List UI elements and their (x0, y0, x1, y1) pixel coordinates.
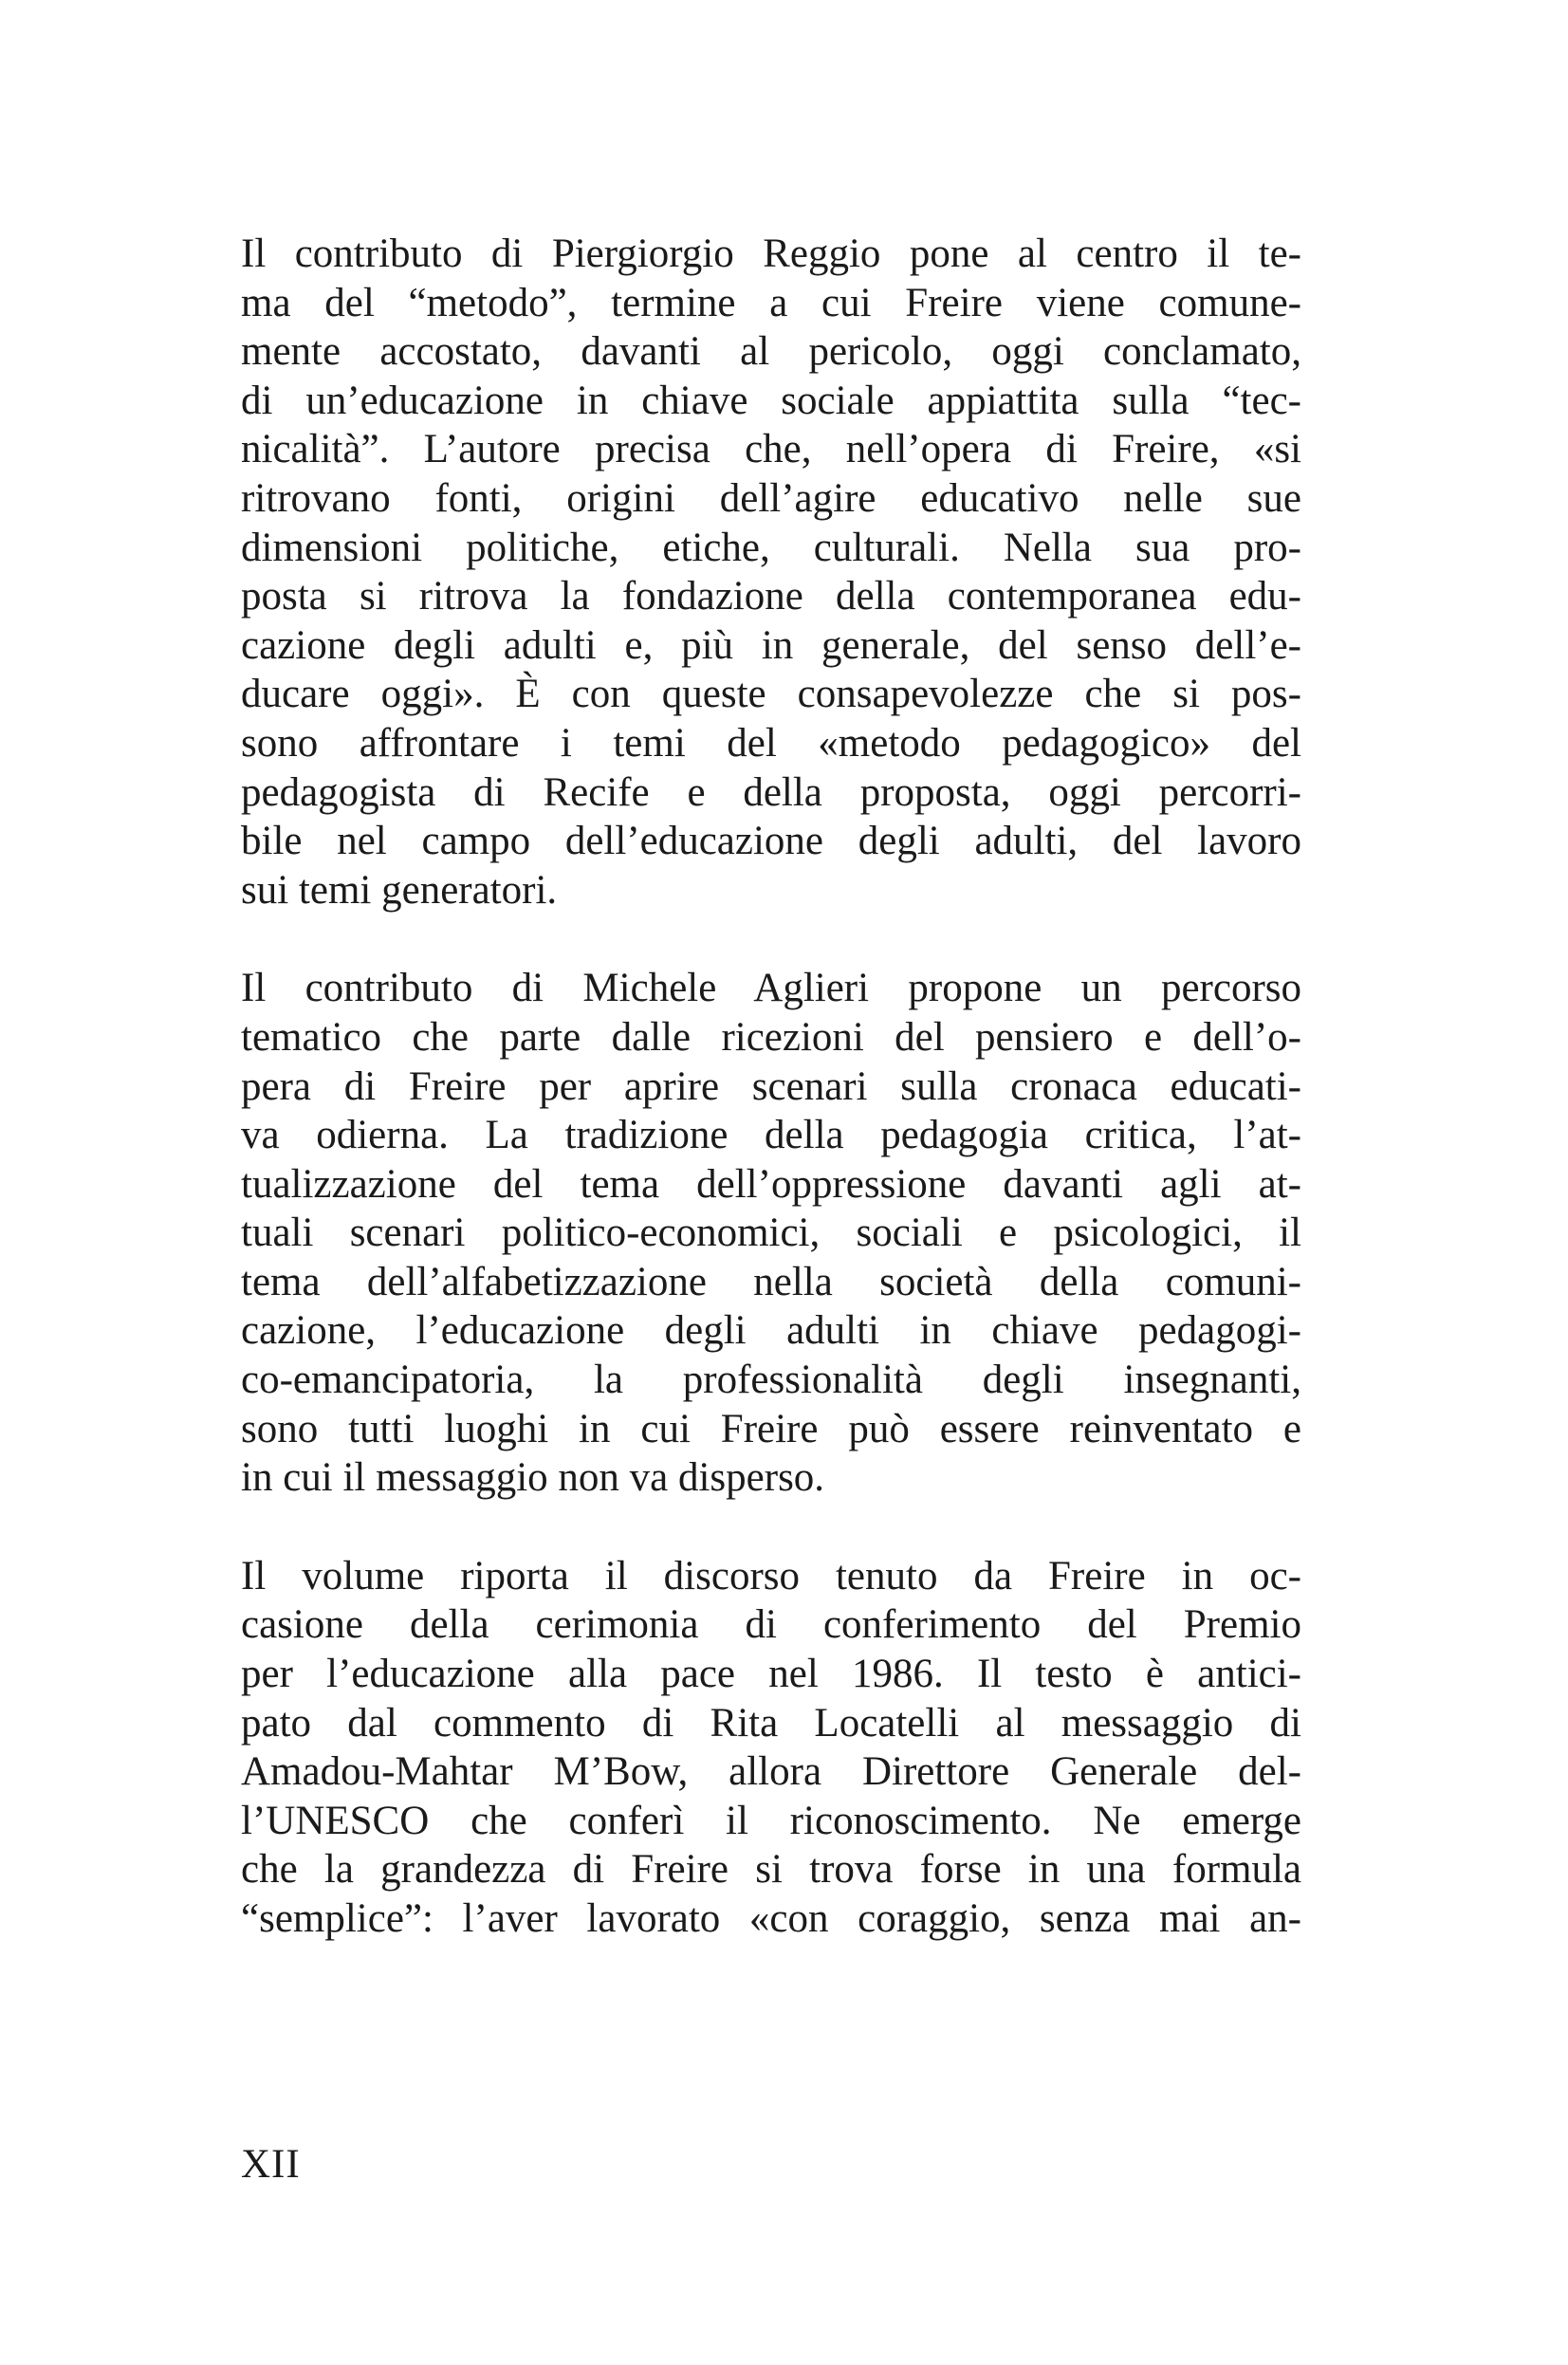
text-line: ducare oggi». È con queste consapevolezze che si pos- (241, 672, 1301, 717)
text-line: cazione, l’educazione degli adulti in chiave pedagogi- (241, 1308, 1301, 1354)
page-number: XII (241, 2142, 301, 2187)
paragraph-spacer (241, 915, 1301, 964)
text-line: l’UNESCO che conferì il riconoscimento. Ne emerge (241, 1798, 1301, 1843)
text-line: casione della cerimonia di conferimento del Premio (241, 1602, 1301, 1648)
text-line: ritrovano fonti, origini dell’agire educativo nelle sue (241, 475, 1301, 521)
text-line: per l’educazione alla pace nel 1986. Il testo è antici- (241, 1652, 1301, 1697)
text-line: Il contributo di Piergiorgio Reggio pone al centro il te- (241, 231, 1301, 276)
text-line: co-emancipatoria, la professionalità degli insegnanti, (241, 1358, 1301, 1403)
page-body (241, 230, 1301, 1944)
text-line: Il contributo di Michele Aglieri propone un percorso (241, 966, 1301, 1011)
text-line: sui temi generatori. (241, 867, 558, 913)
text-line: tema dell’alfabetizzazione nella società della comuni- (241, 1259, 1301, 1304)
text-line: sono tutti luoghi in cui Freire può essere reinventato e (241, 1406, 1301, 1451)
text-line: bile nel campo dell’educazione degli adulti, del lavoro (241, 819, 1301, 864)
text-line: pedagogista di Recife e della proposta, oggi percorri- (241, 769, 1301, 815)
text-line: posta si ritrova la fondazione della contemporanea edu- (241, 574, 1301, 619)
text-line: sono affrontare i temi del «metodo pedagogico» del (241, 720, 1301, 766)
text-line: nicalità”. L’autore precisa che, nell’opera di Freire, «si (241, 427, 1301, 472)
text-line: pera di Freire per aprire scenari sulla cronaca educati- (241, 1063, 1301, 1109)
text-line: pato dal commento di Rita Locatelli al messaggio di (241, 1700, 1301, 1746)
text-line: che la grandezza di Freire si trova forse in una formula (241, 1847, 1301, 1893)
text-line: tualizzazione del tema dell’oppressione davanti agli at- (241, 1161, 1301, 1207)
text-line: in cui il messaggio non va disperso. (241, 1455, 825, 1501)
text-line: Amadou-Mahtar M’Bow, allora Direttore Generale del- (241, 1749, 1301, 1795)
text-line: “semplice”: l’aver lavorato «con coraggio, senza mai an- (241, 1896, 1301, 1941)
paragraph-spacer (241, 1503, 1301, 1552)
text-line: Il volume riporta il discorso tenuto da Freire in oc- (241, 1553, 1301, 1598)
text-line: tematico che parte dalle ricezioni del pensiero e dell’o- (241, 1014, 1301, 1060)
text-line: di un’educazione in chiave sociale appiattita sulla “tec- (241, 378, 1301, 423)
paragraph-2 (241, 964, 1301, 1503)
text-line: tuali scenari politico-economici, sociali e psicologici, il (241, 1210, 1301, 1256)
text-line: cazione degli adulti e, più in generale, del senso dell’e- (241, 622, 1301, 668)
text-line: ma del “metodo”, termine a cui Freire viene comune- (241, 280, 1301, 325)
text-line: dimensioni politiche, etiche, culturali. Nella sua pro- (241, 525, 1301, 570)
text-line: mente accostato, davanti al pericolo, oggi conclamato, (241, 329, 1301, 375)
text-line: va odierna. La tradizione della pedagogia critica, l’at- (241, 1113, 1301, 1158)
paragraph-3 (241, 1552, 1301, 1944)
paragraph-1 (241, 230, 1301, 915)
